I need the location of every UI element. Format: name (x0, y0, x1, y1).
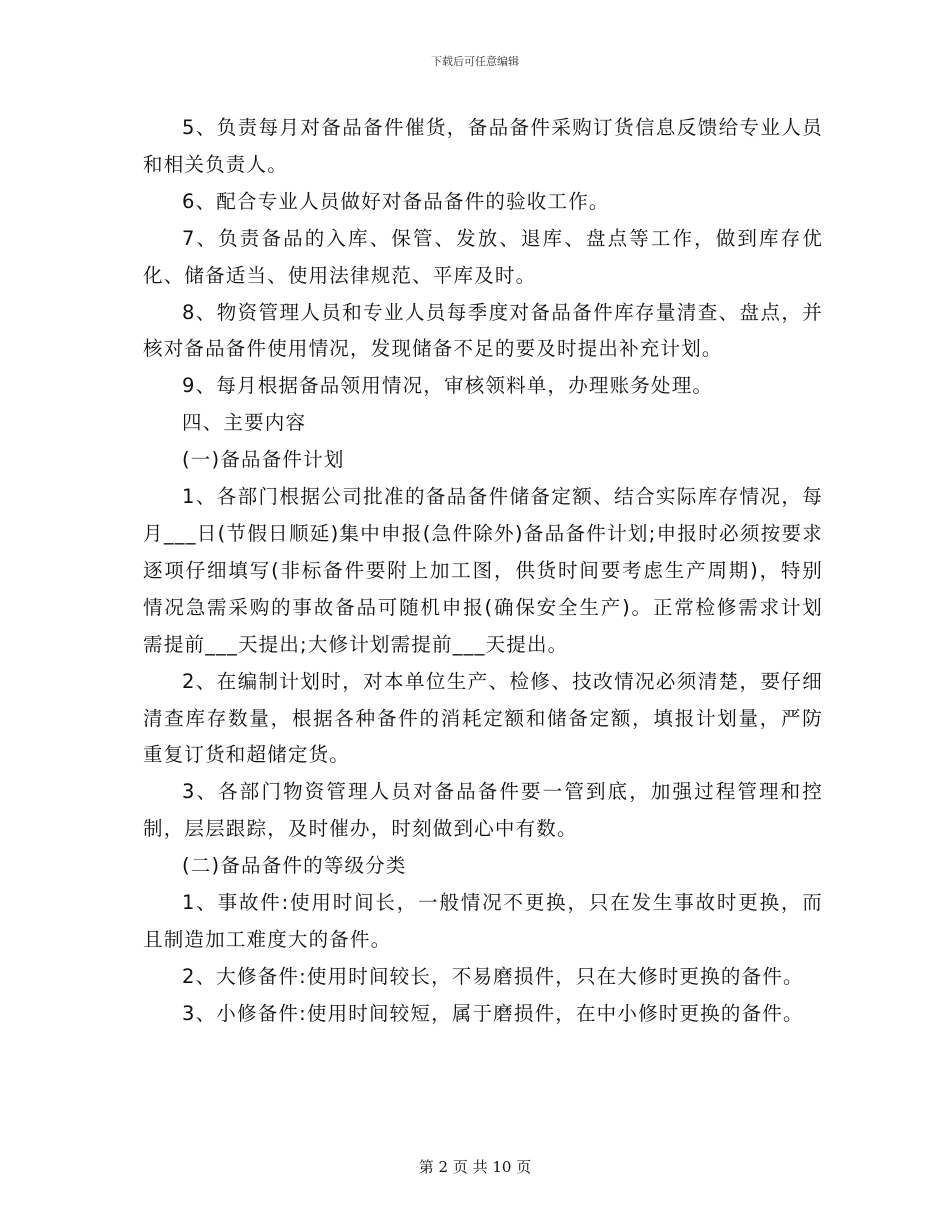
paragraph: 2、在编制计划时，对本单位生产、检修、技改情况必须清楚，要仔细清查库存数量，根据各种备件的消耗定额和储备定额，填报计划量，严防重复订货和超储定货。 (143, 669, 823, 767)
paragraph: 9、每月根据备品领用情况，审核领料单，办理账务处理。 (182, 374, 714, 398)
paragraph: 2、大修备件:使用时间较长，不易磨损件，只在大修时更换的备件。 (182, 964, 804, 988)
paragraph: 1、事故件:使用时间长，一般情况不更换，只在发生事故时更换，而且制造加工难度大的备件。 (143, 891, 823, 951)
subsection-heading: (一)备品备件计划 (182, 448, 345, 472)
section-heading: 四、主要内容 (182, 411, 307, 435)
paragraph: 7、负责备品的入库、保管、发放、退库、盘点等工作，做到库存优化、储备适当、使用法律规范、平库及时。 (143, 226, 823, 287)
paragraph: 8、物资管理人员和专业人员每季度对备品备件库存量清查、盘点，并核对备品备件使用情况，发现储备不足的要及时提出补充计划。 (143, 300, 823, 361)
paragraph: 1、各部门根据公司批准的备品备件储备定额、结合实际库存情况，每月___日(节假日顺延)集中申报(急件除外)备品备件计划;申报时必须按要求逐项仔细填写(非标备件要附上加工图，供货时间要考虑生产周期)，特别情况急需采购的事故备品可随机申报(确保安全生产)。正常检修需求计划需提前___天提出;大修计划需提前___天提出。 (143, 485, 823, 656)
page-number: 第 2 页 共 10 页 (418, 1158, 532, 1176)
header-note: 下载后可任意编辑 (431, 55, 519, 68)
subsection-heading: (二)备品备件的等级分类 (182, 854, 407, 878)
document-body (143, 110, 823, 1033)
paragraph: 3、小修备件:使用时间较短，属于磨损件，在中小修时更换的备件。 (182, 1001, 804, 1025)
paragraph: 5、负责每月对备品备件催货，备品备件采购订货信息反馈给专业人员和相关负责人。 (143, 116, 823, 176)
paragraph: 6、配合专业人员做好对备品备件的验收工作。 (182, 189, 610, 213)
paragraph: 3、各部门物资管理人员对备品备件要一管到底，加强过程管理和控制，层层跟踪，及时催办，时刻做到心中有数。 (143, 780, 823, 841)
